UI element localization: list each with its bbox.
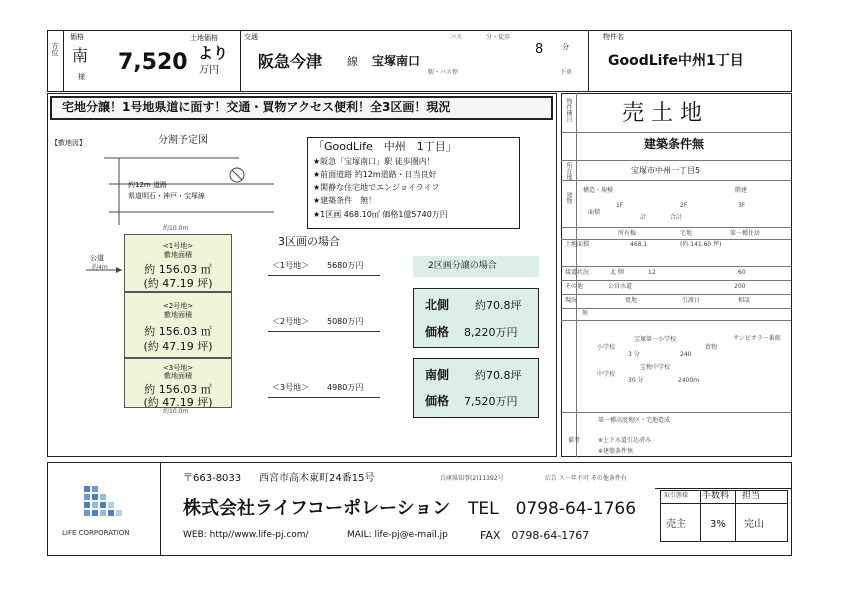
company-web: WEB: http//www.life-pj.com/: [183, 530, 309, 540]
facilities: 公営水道: [608, 283, 633, 290]
ad-note: 広告 ス一年不可 その他条件有: [545, 475, 627, 482]
north-side: 北側: [425, 298, 450, 312]
notes-label: 備考: [568, 437, 581, 444]
postal-code: 〒663-8033: [183, 473, 242, 484]
delivery-value: 相談: [738, 297, 751, 304]
note-2: ※上下水道引込済み: [598, 437, 652, 444]
walk-minutes: 8: [535, 42, 544, 57]
license-number: 兵庫県知事(2)11392号: [440, 475, 504, 482]
structure-grand-total: 合計: [670, 214, 683, 221]
lot-2-price: 5080万円: [327, 317, 364, 326]
map-title: 【敷地図】: [51, 139, 86, 147]
plan-title: 分割予定図: [158, 135, 208, 146]
lot-1-sub: 敷地面積: [164, 251, 192, 259]
school-label: 小学校: [597, 344, 616, 351]
deal-type-value: 売主: [666, 519, 686, 530]
public-road-width: 約4m: [92, 264, 108, 271]
bus-label: バス: [450, 34, 463, 41]
company-fax: FAX 0798-64-1767: [480, 529, 590, 542]
north-box: [413, 288, 539, 348]
north-area: 約70.8坪: [475, 299, 522, 312]
property-name: GoodLife中州1丁目: [608, 53, 744, 69]
line-suffix: 線: [347, 55, 358, 68]
land-right: 所有権: [618, 230, 637, 237]
property-name-label: 物件名: [603, 33, 624, 41]
north-price: 8,220万円: [464, 326, 518, 339]
direction-value: 南: [72, 46, 89, 65]
land-price-label: 土地価格: [190, 34, 218, 42]
company-address: 西宮市高木東町24番15号: [259, 473, 375, 484]
promo-line-3: ★閑静な住宅地でエンジョイライフ: [313, 183, 440, 192]
station-small-label: 駅・バス停: [428, 69, 459, 76]
two-lots-title: 2区画分譲の場合: [428, 261, 497, 271]
middle-label: 中学校: [597, 371, 616, 378]
lot-2-name: <2号地>: [162, 302, 194, 310]
width-bottom: 約10.0m: [163, 408, 189, 415]
walk-label: 分・徒歩: [486, 34, 511, 41]
lot-2-area: 約 156.03 ㎡: [144, 325, 212, 338]
width-top: 約10.0m: [163, 225, 189, 232]
company-tel: TEL 0798-64-1766: [468, 499, 637, 519]
floor-1: 1F: [616, 202, 624, 209]
south-price-label: 価格: [425, 394, 450, 408]
deal-type-label: 取引態様: [664, 492, 689, 499]
lot-3-tsubo: (約 47.19 坪): [143, 396, 213, 409]
lot-3: [124, 358, 232, 408]
line-name: 阪急今津: [258, 52, 323, 71]
lot-2-tsubo: (約 47.19 坪): [143, 340, 213, 353]
lot-1: [124, 234, 232, 292]
stamp-mark: 無: [582, 310, 589, 317]
bcr-value: 60: [738, 269, 746, 276]
middle-distance: 2400m: [678, 377, 700, 384]
south-box: [413, 358, 539, 418]
company-logo-icon: [82, 484, 124, 526]
shop-label: 買物: [705, 344, 718, 351]
lot-1-area: 約 156.03 ㎡: [144, 263, 212, 276]
road-sub: 県道明石・神戸・宝塚線: [128, 192, 205, 200]
road-direction: 北 側: [610, 269, 624, 276]
kind-value: 売 土 地: [622, 101, 702, 126]
price-value: 7,520: [118, 50, 188, 75]
traffic-label: 交通: [244, 33, 258, 41]
structure-total: 計: [640, 214, 647, 221]
location-label: 所在地: [565, 162, 572, 180]
lot-2-price-label: ＜2号地＞: [272, 317, 310, 326]
tsubo-note: (約 141.60 坪): [680, 241, 722, 248]
lot-3-name: <3号地>: [162, 364, 194, 372]
south-area: 約70.8坪: [475, 369, 522, 382]
promo-line-1: ★阪急「宝塚南口」駅 徒歩圏内！: [313, 157, 435, 166]
road-status-label: 接道状況: [565, 269, 590, 276]
promo-line-5: ★1区画 468.10㎡ 価格1億5740万円: [313, 210, 448, 219]
school-name: 宝塚第一小学校: [634, 336, 677, 343]
floor-3: 3F: [738, 202, 746, 209]
shop-name: サンビオラ一番館: [733, 335, 781, 342]
present-value: 更地: [625, 297, 638, 304]
direction-label: 方位: [51, 42, 59, 56]
lot-3-area: 約 156.03 ㎡: [144, 383, 212, 396]
floor-2: 2F: [680, 202, 688, 209]
south-side: 南側: [425, 368, 450, 382]
condition-value: 建築条件無: [644, 137, 705, 151]
school-time: 3 分: [628, 351, 640, 358]
price-label: 価格: [70, 33, 84, 41]
staff-value: 完山: [744, 519, 764, 530]
company-mail: MAIL: life-pj@e-mail.jp: [347, 530, 448, 540]
structure-field-2: 階建: [735, 187, 748, 194]
north-price-label: 価格: [425, 325, 450, 339]
lot-1-price: 5680万円: [327, 261, 364, 270]
land-category: 宅地: [680, 230, 693, 237]
promo-title: 「GoodLife 中州 1丁目」: [313, 140, 457, 153]
fee-label: 手数料: [702, 491, 730, 501]
middle-name: 宝梅中学校: [640, 364, 671, 371]
school-distance: 240: [680, 351, 692, 358]
banner-text: 宅地分譲！1号地県道に面す！交通・買物アクセス便利！全3区画！現況: [62, 100, 451, 114]
other-label: その他: [565, 283, 584, 290]
lot-3-sub: 敷地面積: [164, 372, 192, 380]
lot-1-price-label: ＜1号地＞: [272, 261, 310, 270]
far-value: 200: [734, 283, 746, 290]
company-name: 株式会社ライフコーポレーション: [183, 498, 451, 519]
promo-line-4: ★建築条件 無！: [313, 196, 377, 205]
lot-3-price: 4980万円: [327, 383, 364, 392]
structure-label: 建物: [565, 192, 572, 204]
note-3: ※建築条件無: [598, 448, 634, 455]
fee-value: 3%: [710, 519, 726, 530]
location-value: 宝塚市中州一丁目5: [631, 166, 701, 175]
present-label: 現況: [565, 297, 578, 304]
middle-time: 30 分: [628, 377, 644, 384]
road-width: 12: [648, 269, 656, 276]
structure-field-1: 構造・規模: [583, 187, 614, 194]
public-road-label: 公道: [90, 254, 104, 262]
gesha-label: 下車: [560, 69, 573, 76]
road-label: 約12m 道路: [128, 181, 167, 189]
south-price: 7,520万円: [464, 395, 518, 408]
yori-label: より: [198, 44, 229, 62]
staff-label: 担当: [742, 491, 761, 501]
land-area-label: 土地面積: [565, 241, 590, 248]
man-yen-label: 万円: [199, 65, 219, 76]
fun-label: 分: [562, 43, 569, 51]
promo-line-2: ★前面道路 約12m道路・日当良好: [313, 170, 437, 179]
land-area: 468.1: [630, 241, 648, 248]
lot-2: [124, 292, 232, 358]
lot-2-sub: 敷地面積: [164, 311, 192, 319]
lot-3-price-label: ＜3号地＞: [272, 383, 310, 392]
kou-label: 様: [78, 73, 85, 81]
lot-1-name: <1号地>: [162, 242, 194, 250]
delivery-label: 引渡日: [682, 297, 701, 304]
zoning: 第一種住居: [730, 230, 761, 237]
company-logo-text: LIFE CORPORATION: [62, 529, 130, 537]
three-lots-title: 3区画の場合: [278, 235, 340, 248]
structure-field-3: 面積: [588, 209, 601, 216]
station-name: 宝塚南口: [372, 54, 421, 68]
lot-1-tsubo: (約 47.19 坪): [143, 277, 213, 290]
note-1: 第一種高度地区・宅地造成: [598, 417, 671, 424]
kind-label: 物件種目: [565, 98, 572, 122]
